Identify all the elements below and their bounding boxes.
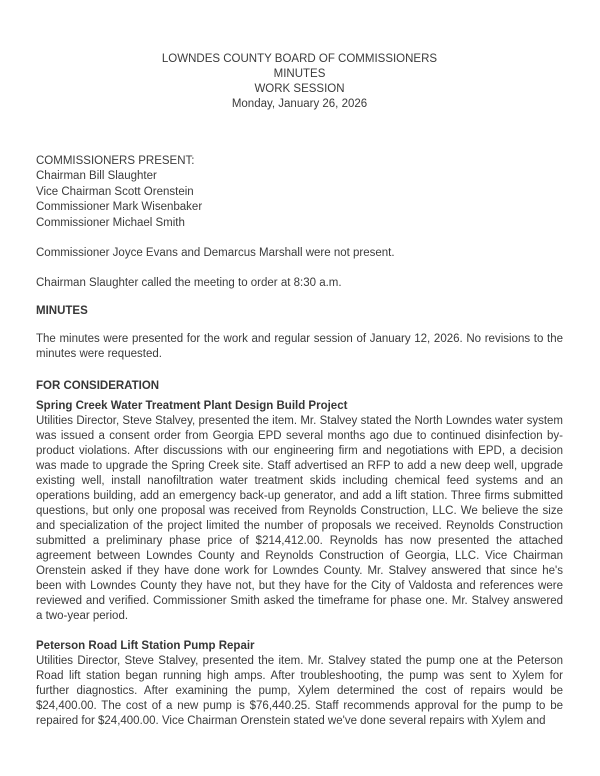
agenda-item-body: Utilities Director, Steve Stalvey, presented the item. Mr. Stalvey stated the pump one at the Peterson Road lift station began running high amps. After troubleshooting, the pump was sent to Xylem for further diagnostics. After examining the pump, Xylem determined the cost of repairs would be $24,400.00. The cost of a new pump is $76,440.25. Staff recommends approval for the pump to be repaired for $24,400.00. Vice Chairman Orenstein stated we've done several repairs with Xylem and	[36, 655, 563, 728]
present-commissioner: Chairman Bill Slaughter	[36, 170, 157, 183]
doc-title: LOWNDES COUNTY BOARD OF COMMISSIONERS	[161, 53, 438, 65]
present-commissioner: Commissioner Mark Wisenbaker	[36, 201, 203, 214]
doc-type-line: MINUTES	[273, 68, 326, 80]
commissioners-present-label: COMMISSIONERS PRESENT:	[36, 155, 195, 167]
doc-date-line: Monday, January 26, 2026	[231, 98, 368, 110]
minutes-section-body: The minutes were presented for the work and regular session of January 12, 2026. No revisions to the minutes were requested.	[36, 333, 563, 361]
agenda-item-title: Spring Creek Water Treatment Plant Design Build Project	[36, 400, 348, 413]
doc-session-line: WORK SESSION	[254, 83, 345, 95]
attendance-section	[36, 154, 563, 231]
agenda-item-body: Utilities Director, Steve Stalvey, presented the item. Mr. Stalvey stated the North Lowndes water system was issued a consent order from Georgia EPD several months ago due to continued disinfection by-product violations. After discussions with our engineering firm and negotiations with EPD, a decision was made to upgrade the Spring Creek site. Staff advertised an RFP to add a new deep well, upgrade existing well, install nanofiltration water treatment skids including chemical feed systems and an operations building, add an emergency back-up generator, and add a lift station. Three firms submitted questions, but only one proposal was received from Reynolds Construction, LLC. We believe the size and specialization of the project limited the number of proposals we received. Reynolds Construction submitted a preliminary phase price of $214,412.00. Reynolds has now presented the attached agreement between Lowndes County and Reynolds Construction of Georgia, LLC. Vice Chairman Orenstein asked if they have done work for Lowndes County. Mr. Stalvey answered that since he's been with Lowndes County they have not, but they have for the City of Valdosta and references were reviewed and verified. Commissioner Smith asked the timeframe for phase one. Mr. Stalvey answered a two-year period.	[36, 415, 563, 623]
document-header	[36, 52, 563, 112]
agenda-item-title: Peterson Road Lift Station Pump Repair	[36, 640, 255, 653]
present-commissioner: Vice Chairman Scott Orenstein	[36, 185, 194, 198]
agenda-item-peterson-road	[36, 639, 563, 729]
consideration-section-heading: FOR CONSIDERATION	[36, 380, 160, 393]
agenda-item-spring-creek	[36, 399, 563, 624]
absent-note: Commissioner Joyce Evans and Demarcus Marshall were not present.	[36, 247, 395, 260]
present-commissioner: Commissioner Michael Smith	[36, 216, 185, 229]
call-to-order-note: Chairman Slaughter called the meeting to order at 8:30 a.m.	[36, 277, 342, 290]
minutes-section-heading: MINUTES	[36, 305, 88, 318]
